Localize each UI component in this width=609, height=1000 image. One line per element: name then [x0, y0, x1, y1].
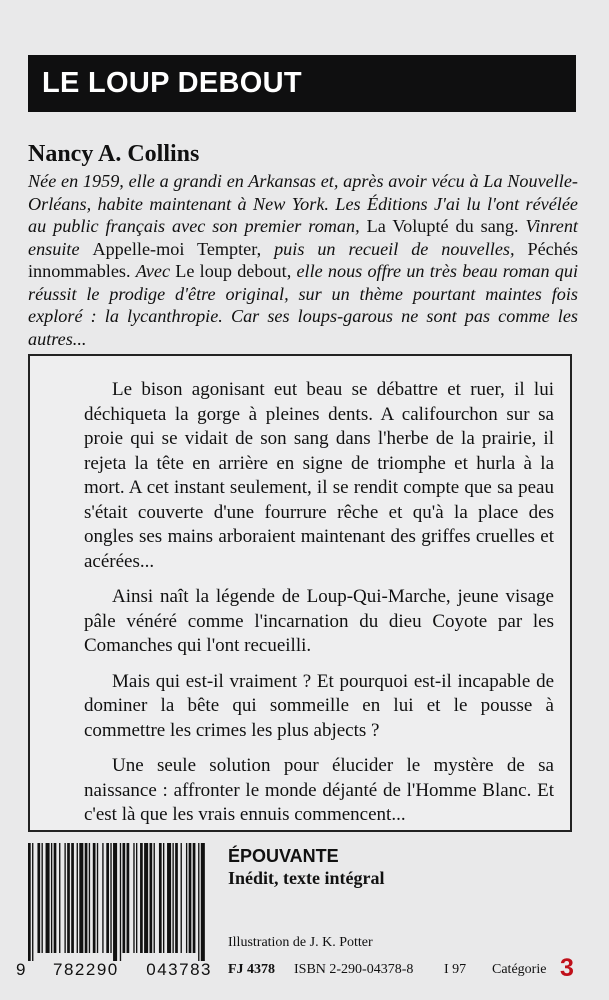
barcode-bar — [71, 843, 74, 953]
barcode-bar — [181, 843, 182, 953]
reference-code: I 97 — [444, 962, 467, 977]
barcode-bar — [97, 843, 98, 953]
barcode-bar — [136, 843, 137, 953]
bio-segment: Péchés innommables. — [28, 238, 578, 281]
barcode-bar — [113, 843, 117, 961]
author-block — [28, 140, 578, 350]
barcode-bar — [54, 843, 57, 953]
bio-segment: Vinrent ensuite — [28, 216, 578, 259]
barcode-bar — [189, 843, 192, 953]
barcode-bar — [67, 843, 70, 953]
barcode-bar — [150, 843, 153, 953]
barcode-bar — [123, 843, 126, 953]
category-number: 3 — [560, 954, 574, 982]
title-bar — [28, 55, 576, 112]
barcode-bar — [175, 843, 178, 953]
barcode-bar — [193, 843, 196, 953]
barcode-bar — [64, 843, 65, 953]
barcode-right-group: 043783 — [146, 960, 212, 979]
barcode — [16, 843, 212, 981]
barcode-bar — [159, 843, 162, 953]
barcode-bar — [167, 843, 171, 953]
barcode-bar — [77, 843, 78, 953]
footer-codes — [228, 954, 584, 982]
barcode-bars — [16, 843, 212, 961]
illustration-credit: Illustration de J. K. Potter — [228, 935, 373, 950]
bio-segment: Avec — [135, 261, 176, 281]
isbn: ISBN 2-290-04378-8 — [294, 962, 414, 977]
barcode-digits — [16, 960, 212, 980]
author-bio — [28, 170, 578, 350]
barcode-bar — [93, 843, 96, 953]
barcode-bar — [163, 843, 164, 953]
bio-segment: La Volupté du sang. — [366, 216, 526, 236]
barcode-bar — [32, 843, 33, 961]
barcode-bar — [85, 843, 88, 953]
barcode-bar — [59, 843, 60, 953]
edition-note: Inédit, texte intégral — [228, 868, 385, 888]
barcode-bar — [133, 843, 134, 953]
bio-segment: Le loup debout, — [175, 261, 297, 281]
barcode-bar — [28, 843, 31, 961]
barcode-bar — [51, 843, 52, 953]
barcode-bar — [89, 843, 90, 953]
blurb-paragraph: Ainsi naît la légende de Loup-Qui-Marche, jeune visage pâle vénéré comme l'incarnation du dieu Coyote par les Comanches qui l'ont recueilli. — [84, 586, 554, 656]
blurb-paragraph: Mais qui est-il vraiment ? Et pourquoi est-il incapable de dominer la bête qui sommeille en lui et le pousse à commettre les crimes les plus abjects ? — [84, 670, 554, 741]
fj-code: FJ 4378 — [228, 962, 276, 977]
barcode-bar — [172, 843, 173, 953]
blurb-text — [84, 378, 554, 839]
blurb-paragraph: Une seule solution pour élucider le mystère de sa naissance : affronter le monde déjanté de l'Homme Blanc. Et c'est là que les vrais ennuis commencent... — [84, 755, 554, 825]
barcode-bar — [198, 843, 199, 961]
barcode-bar — [42, 843, 43, 953]
barcode-bar — [186, 843, 187, 953]
bio-segment: Appelle-moi Tempter, — [92, 238, 275, 259]
barcode-bar — [37, 843, 40, 953]
barcode-bar — [102, 843, 103, 953]
blurb-box — [28, 354, 572, 832]
category-label: Catégorie — [492, 962, 547, 977]
barcode-left-group: 782290 — [53, 960, 119, 979]
bio-segment: elle nous offre un très beau roman qui réussit le prodige d'être original, sur un thème pourtant maintes fois exploré : la lycanthropie. Car ses loups-garous ne sont pas comme les autres... — [28, 261, 579, 349]
bio-segment: Née en 1959, elle a grandi en Arkansas et, après avoir vécu à La Nouvelle-Orléans, habite maintenant à New York. Les Éditions J'ai lu l'ont révélée au public français avec son premier roman, — [28, 171, 578, 236]
barcode-bar — [110, 843, 111, 953]
blurb-paragraph: Le bison agonisant eut beau se débattre et ruer, il lui déchiqueta la gorge à pleines dents. A califourchon sur sa proie qui se vidait de son sang dans l'herbe de la prairie, il rejeta la tête en arrière en signe de triomphe et hurla à la mort. A cet instant seulement, il se rendit compte que sa peau s'était couverte d'une fourrure rêche et qu'à la place des ongles ses mains arboraient maintenant des griffes cruelles et acérées... — [84, 379, 554, 572]
barcode-bar — [140, 843, 143, 953]
barcode-bar — [46, 843, 50, 953]
genre-label: ÉPOUVANTE — [228, 846, 339, 866]
barcode-bar — [201, 843, 205, 961]
book-title: LE LOUP DEBOUT — [42, 67, 302, 99]
barcode-bar — [106, 843, 109, 953]
barcode-bar — [144, 843, 148, 953]
barcode-bar — [127, 843, 130, 953]
barcode-bar — [120, 843, 121, 961]
author-name: Nancy A. Collins — [28, 141, 200, 167]
bio-segment: puis un recueil de nouvelles, — [274, 238, 528, 259]
barcode-bar — [154, 843, 155, 953]
barcode-bar — [79, 843, 83, 953]
barcode-first-digit: 9 — [16, 960, 26, 979]
